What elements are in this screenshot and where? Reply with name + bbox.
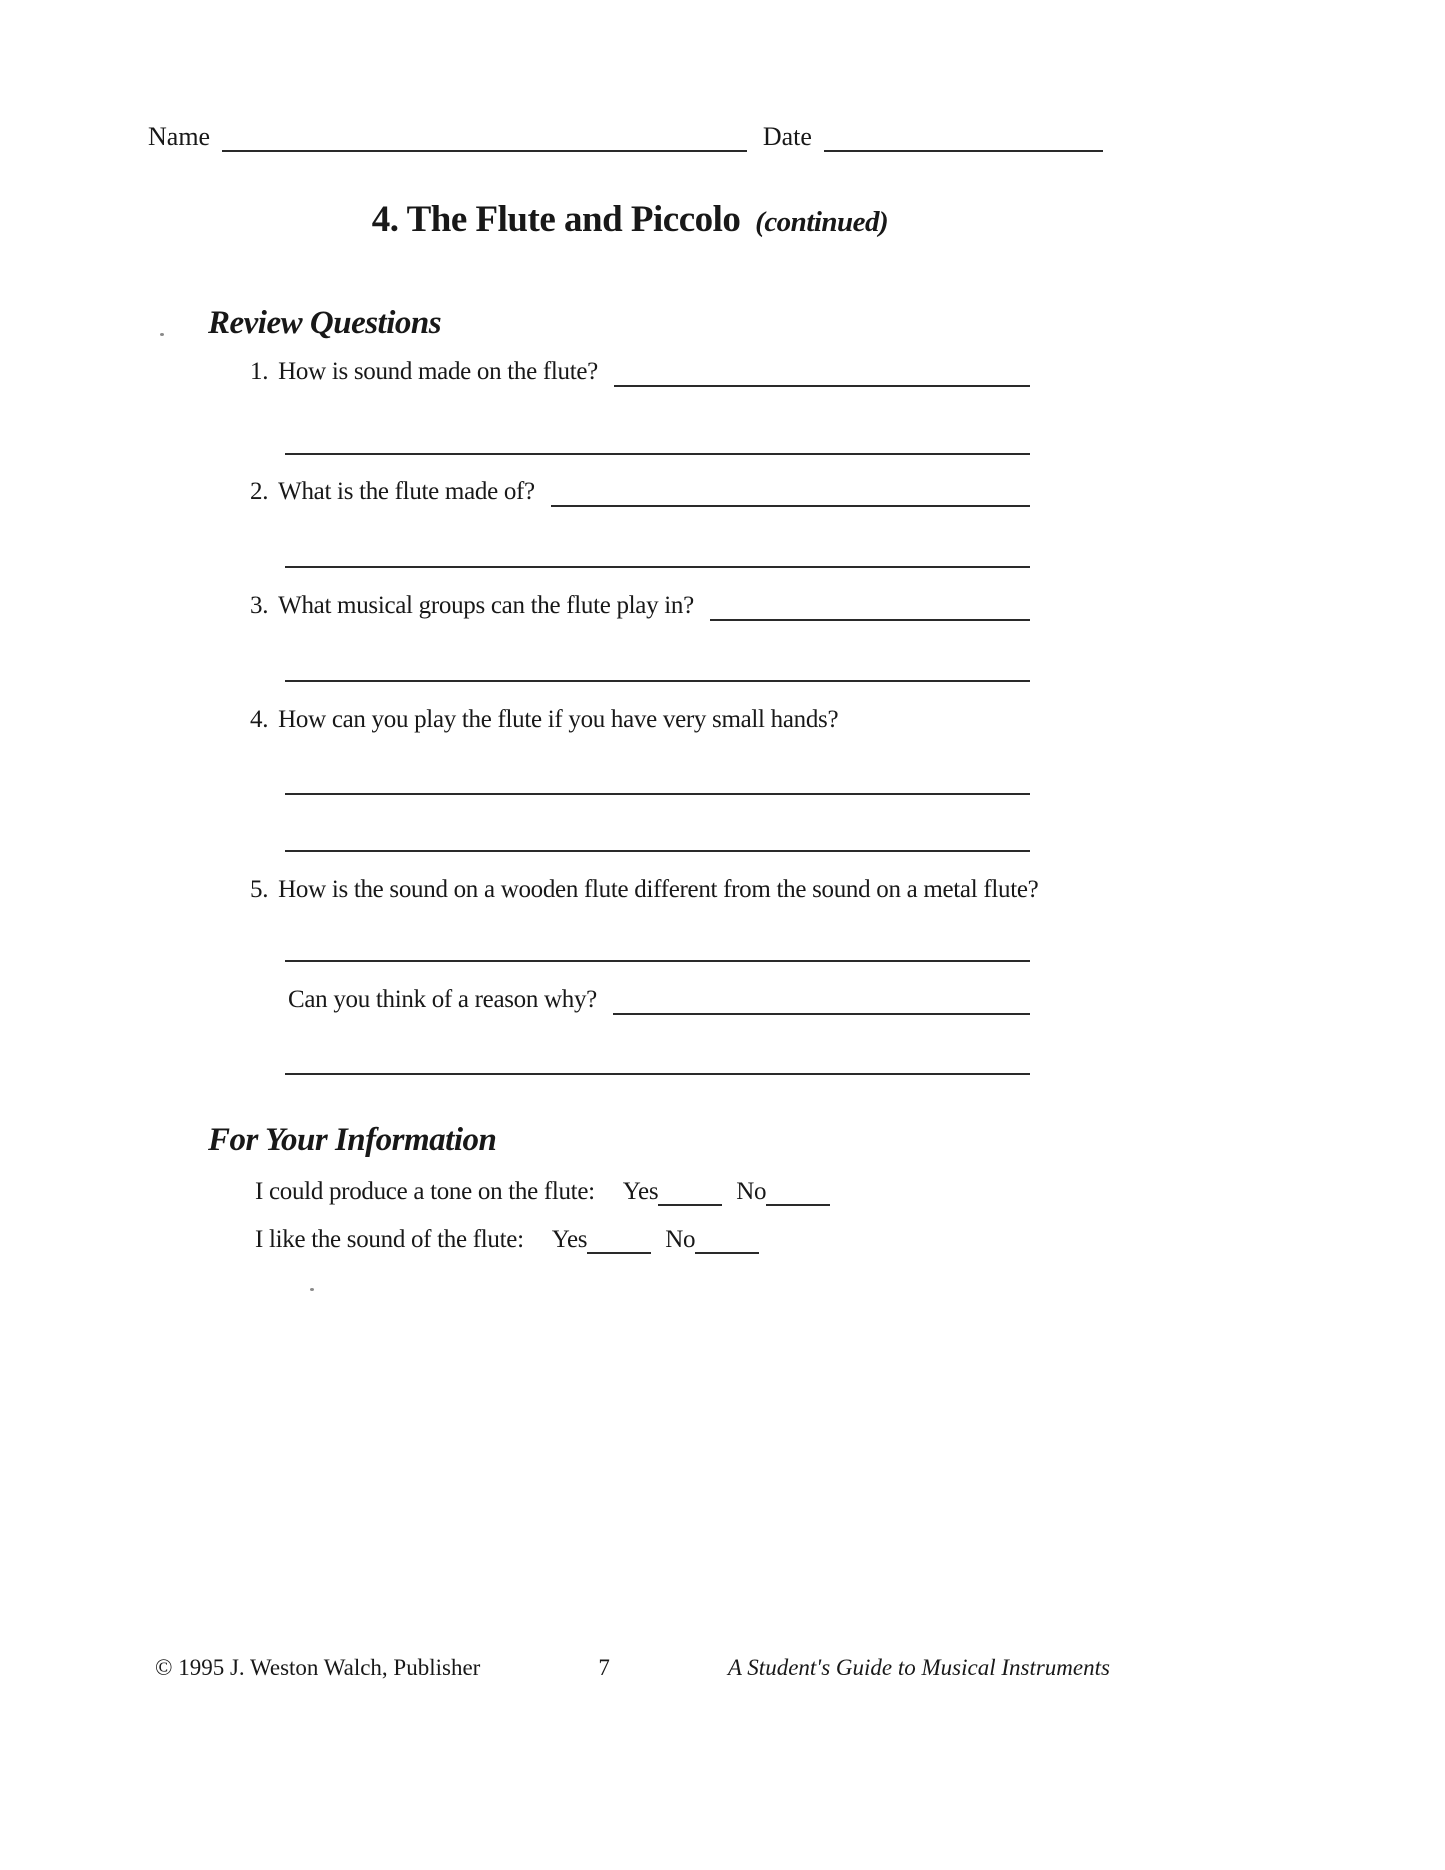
review-questions-heading: Review Questions xyxy=(208,305,442,341)
question-1 xyxy=(250,358,1030,387)
question-3 xyxy=(250,592,1030,621)
fyi-item-sound-no-blank[interactable] xyxy=(695,1230,759,1254)
question-5-number: 5. xyxy=(250,876,269,903)
fyi-item-sound-text: I like the sound of the flute: xyxy=(255,1226,524,1253)
question-5-text: How is the sound on a wooden flute different from the sound on a metal flute? xyxy=(278,876,1039,903)
question-5-answer-line-1[interactable] xyxy=(285,960,1030,962)
question-3-answer-line[interactable] xyxy=(710,595,1030,621)
question-1-answer-line[interactable] xyxy=(614,361,1030,387)
question-4-answer-line-2[interactable] xyxy=(285,850,1030,852)
question-5-followup-answer-line-2[interactable] xyxy=(285,1073,1030,1075)
question-5-followup-text: Can you think of a reason why? xyxy=(288,986,597,1013)
fyi-item-sound-yes-blank[interactable] xyxy=(587,1230,651,1254)
fyi-item-tone-no-label: No xyxy=(736,1178,767,1205)
page-footer xyxy=(155,1655,1110,1681)
question-3-text: What musical groups can the flute play in? xyxy=(278,592,694,619)
question-2-text: What is the flute made of? xyxy=(278,478,535,505)
fyi-item-tone xyxy=(255,1178,830,1206)
question-1-answer-line-2[interactable] xyxy=(285,453,1030,455)
question-4-text: How can you play the flute if you have very small hands? xyxy=(278,706,839,733)
question-1-text: How is sound made on the flute? xyxy=(278,358,598,385)
copyright-text: © 1995 J. Weston Walch, Publisher xyxy=(155,1655,481,1680)
scan-speck xyxy=(310,1288,314,1291)
title-text: The Flute and Piccolo xyxy=(406,199,741,240)
question-3-answer-line-2[interactable] xyxy=(285,680,1030,682)
question-4-answer-line-1[interactable] xyxy=(285,793,1030,795)
name-label: Name xyxy=(148,122,211,152)
question-5-followup xyxy=(288,986,1030,1015)
question-2-number: 2. xyxy=(250,478,269,505)
date-input-line[interactable] xyxy=(824,122,1103,152)
fyi-item-tone-text: I could produce a tone on the flute: xyxy=(255,1178,595,1205)
fyi-item-sound-yes-label: Yes xyxy=(551,1226,588,1253)
page-title xyxy=(0,198,1260,241)
date-label: Date xyxy=(762,122,812,152)
for-your-information-heading: For Your Information xyxy=(208,1122,497,1158)
page-number: 7 xyxy=(598,1655,610,1680)
fyi-item-sound xyxy=(255,1226,759,1254)
question-3-number: 3. xyxy=(250,592,269,619)
question-5-followup-answer-line[interactable] xyxy=(613,989,1030,1015)
fyi-item-tone-yes-label: Yes xyxy=(622,1178,659,1205)
header-row xyxy=(148,122,1103,152)
question-2 xyxy=(250,478,1030,507)
scan-speck xyxy=(160,333,164,336)
question-2-answer-line[interactable] xyxy=(551,481,1030,507)
title-number: 4. xyxy=(371,199,399,240)
fyi-item-sound-no-label: No xyxy=(665,1226,696,1253)
fyi-item-tone-yes-blank[interactable] xyxy=(658,1182,722,1206)
question-1-number: 1. xyxy=(250,358,269,385)
question-4-number: 4. xyxy=(250,706,269,733)
question-5 xyxy=(250,876,1039,905)
title-continued: (continued) xyxy=(755,206,889,238)
fyi-item-tone-no-blank[interactable] xyxy=(766,1182,830,1206)
question-2-answer-line-2[interactable] xyxy=(285,566,1030,568)
book-title-text: A Student's Guide to Musical Instruments xyxy=(727,1655,1110,1680)
question-4 xyxy=(250,706,1030,735)
name-input-line[interactable] xyxy=(222,122,747,152)
